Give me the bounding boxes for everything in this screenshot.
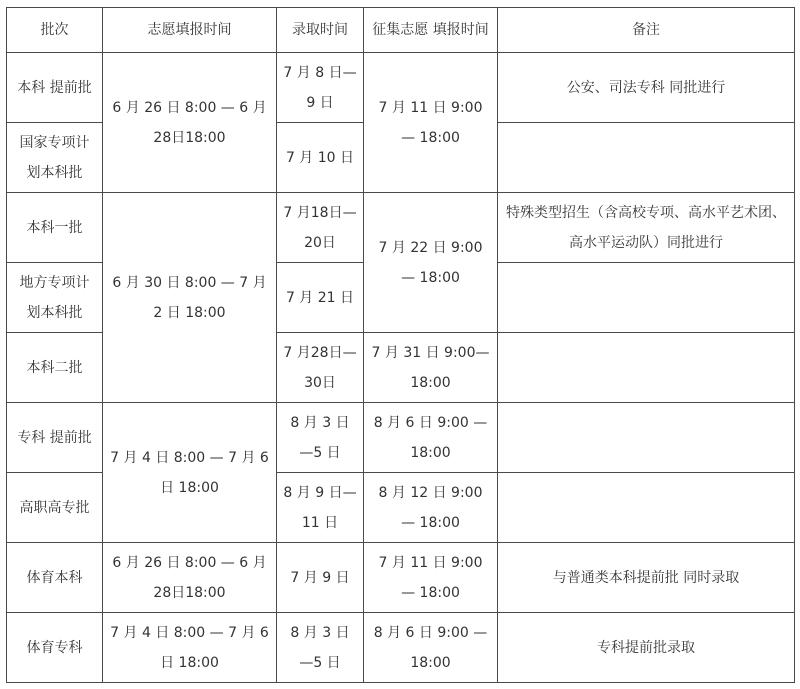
- header-note: 备注: [498, 8, 795, 53]
- solicit-time-cell: 8 月 6 日 9:00 — 18:00: [364, 403, 498, 473]
- table-row: [7, 613, 795, 683]
- batch-cell: 体育专科: [7, 613, 103, 683]
- solicit-time-cell: 7 月 11 日 9:00 — 18:00: [364, 53, 498, 193]
- table-header-row: [7, 8, 795, 53]
- admit-time-cell: 7 月28日— 30日: [277, 333, 364, 403]
- batch-cell: 本科 提前批: [7, 53, 103, 123]
- admit-time-cell: 8 月 9 日— 11 日: [277, 473, 364, 543]
- batch-cell: 本科二批: [7, 333, 103, 403]
- note-cell: 与普通类本科提前批 同时录取: [498, 543, 795, 613]
- fill-time-cell: 6 月 26 日 8:00 — 6 月 28日18:00: [103, 543, 277, 613]
- fill-time-cell: 6 月 30 日 8:00 — 7 月 2 日 18:00: [103, 193, 277, 403]
- batch-cell: 专科 提前批: [7, 403, 103, 473]
- table-row: [7, 403, 795, 473]
- batch-cell: 本科一批: [7, 193, 103, 263]
- fill-time-cell: 7 月 4 日 8:00 — 7 月 6 日 18:00: [103, 613, 277, 683]
- header-fill-time: 志愿填报时间: [103, 8, 277, 53]
- fill-time-cell: 7 月 4 日 8:00 — 7 月 6 日 18:00: [103, 403, 277, 543]
- batch-cell: 体育本科: [7, 543, 103, 613]
- note-cell: [498, 333, 795, 403]
- admit-time-cell: 7 月 10 日: [277, 123, 364, 193]
- admit-time-cell: 8 月 3 日 —5 日: [277, 403, 364, 473]
- note-cell: [498, 403, 795, 473]
- note-cell: 特殊类型招生（含高校专项、高水平艺术团、高水平运动队）同批进行: [498, 193, 795, 263]
- note-cell: [498, 473, 795, 543]
- note-cell: 专科提前批录取: [498, 613, 795, 683]
- solicit-time-cell: 8 月 12 日 9:00 — 18:00: [364, 473, 498, 543]
- note-cell: [498, 123, 795, 193]
- admit-time-cell: 7 月18日— 20日: [277, 193, 364, 263]
- admit-time-cell: 8 月 3 日 —5 日: [277, 613, 364, 683]
- batch-cell: 地方专项计划本科批: [7, 263, 103, 333]
- table-row: [7, 53, 795, 123]
- note-cell: [498, 263, 795, 333]
- batch-cell: 国家专项计划本科批: [7, 123, 103, 193]
- solicit-time-cell: 7 月 31 日 9:00— 18:00: [364, 333, 498, 403]
- admit-time-cell: 7 月 9 日: [277, 543, 364, 613]
- batch-cell: 高职高专批: [7, 473, 103, 543]
- solicit-time-cell: 7 月 11 日 9:00 — 18:00: [364, 543, 498, 613]
- header-batch: 批次: [7, 8, 103, 53]
- admit-time-cell: 7 月 8 日— 9 日: [277, 53, 364, 123]
- admit-time-cell: 7 月 21 日: [277, 263, 364, 333]
- header-admit-time: 录取时间: [277, 8, 364, 53]
- admission-schedule-table: [6, 7, 795, 683]
- solicit-time-cell: 8 月 6 日 9:00 — 18:00: [364, 613, 498, 683]
- table-row: [7, 543, 795, 613]
- fill-time-cell: 6 月 26 日 8:00 — 6 月 28日18:00: [103, 53, 277, 193]
- solicit-time-cell: 7 月 22 日 9:00 — 18:00: [364, 193, 498, 333]
- table-row: [7, 193, 795, 263]
- note-cell: 公安、司法专科 同批进行: [498, 53, 795, 123]
- header-solicit-time: 征集志愿 填报时间: [364, 8, 498, 53]
